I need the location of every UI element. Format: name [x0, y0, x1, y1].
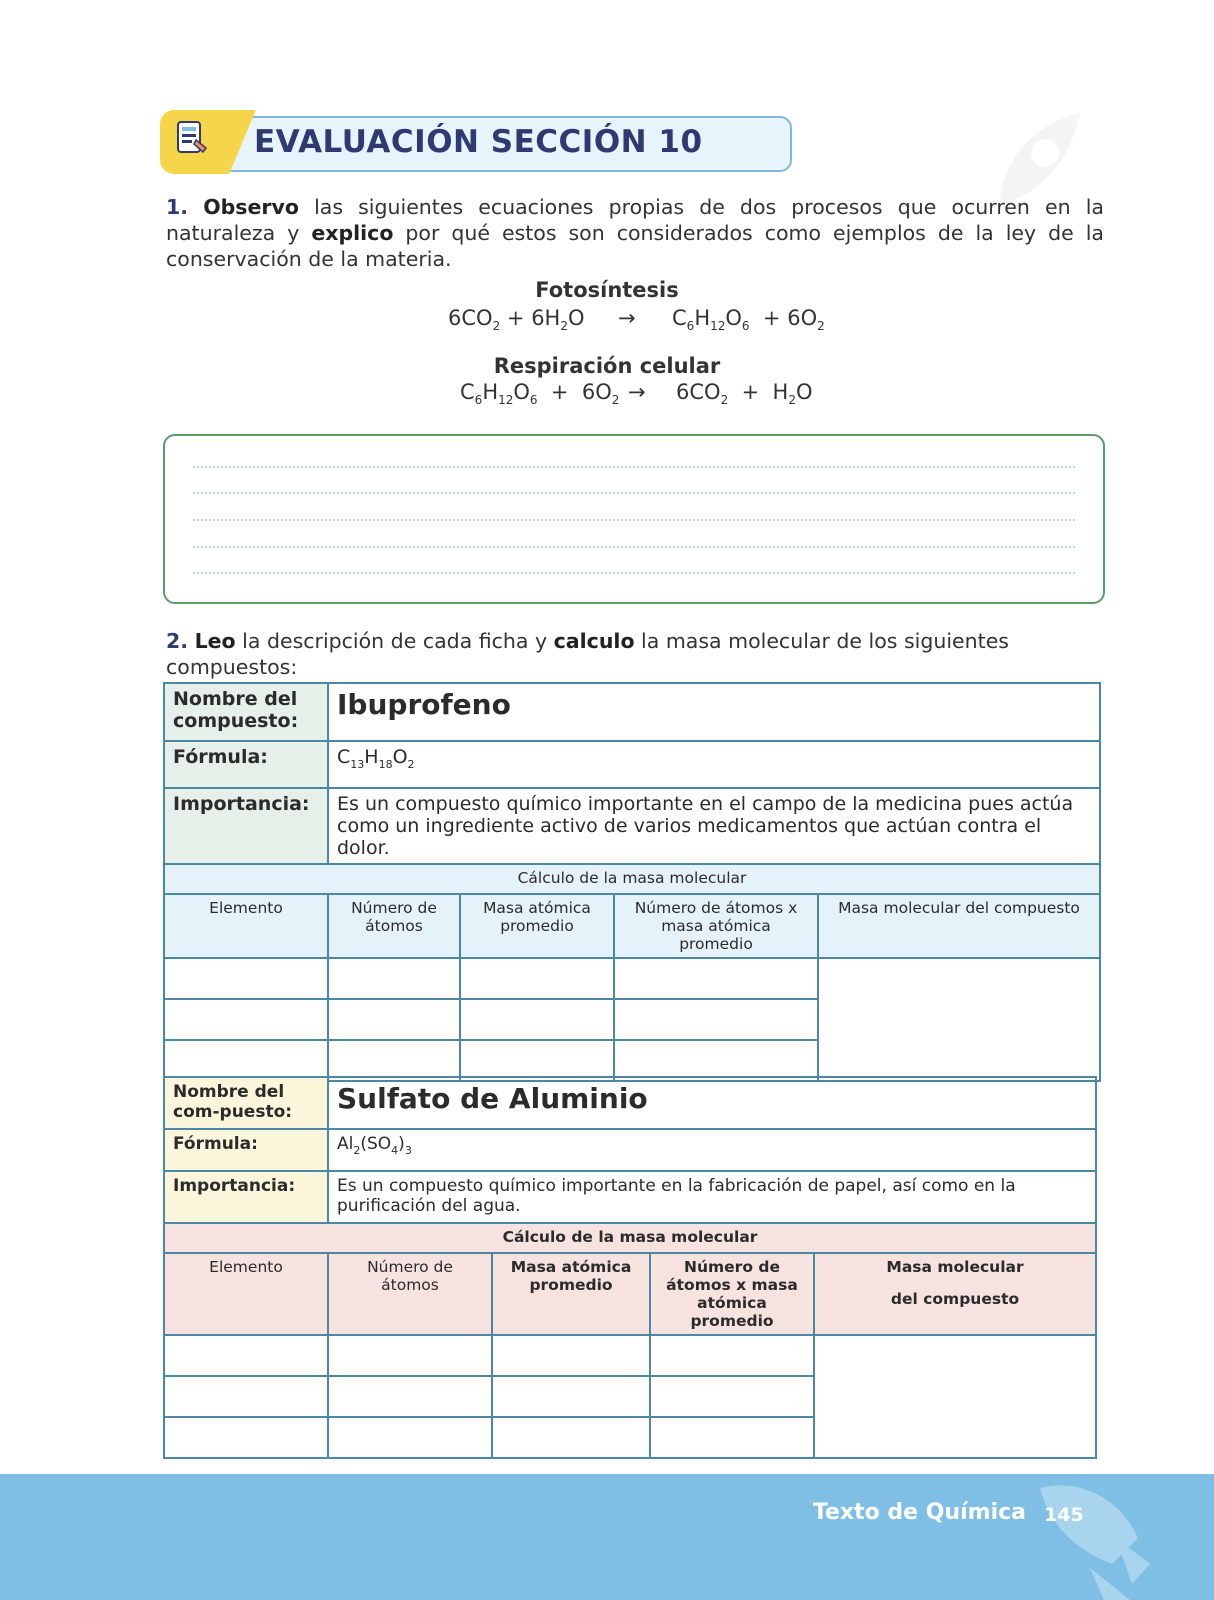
column-molecular-mass	[814, 1253, 1096, 1335]
answer-box[interactable]	[163, 434, 1105, 604]
respiration-products: $6CO_2 + H_2O$	[676, 380, 813, 407]
compound-formula: $C_{13}H_{18}O_2$	[328, 741, 1100, 788]
question-text: las siguientes ecuaciones propias de dos procesos que ocurren en la naturaleza y	[166, 195, 1104, 245]
input-cell[interactable]	[328, 999, 460, 1040]
compound-importance: Es un compuesto químico importante en el campo de la medicina pues actúa como un ingrediente activo de varios medicamentos que actúan contra el dolor.	[328, 788, 1100, 864]
photosynthesis-reactants: $6CO_2 + 6H_2O$	[448, 306, 585, 333]
compound-name-label: Nombre del compuesto:	[164, 683, 328, 741]
column-atomic-mass: Masa atómica promedio	[460, 894, 614, 958]
question-number: 1.	[166, 195, 189, 219]
input-cell[interactable]	[328, 1417, 492, 1458]
input-cell[interactable]	[328, 1335, 492, 1376]
input-cell[interactable]	[650, 1417, 814, 1458]
section-header	[160, 110, 792, 174]
input-cell[interactable]	[492, 1417, 650, 1458]
answer-line	[193, 572, 1075, 574]
photosynthesis-title: Fotosíntesis	[535, 278, 679, 302]
column-element: Elemento	[164, 894, 328, 958]
page-footer	[0, 1474, 1214, 1600]
calculation-title: Cálculo de la masa molecular	[164, 1223, 1096, 1253]
input-cell[interactable]	[328, 1040, 460, 1081]
input-cell[interactable]	[164, 1376, 328, 1417]
compound-importance: Es un compuesto químico importante en la fabricación de papel, así como en la purificación del agua.	[328, 1171, 1096, 1223]
question-verb: calculo	[553, 629, 635, 653]
photosynthesis-products: $C_6H_{12}O_6 + 6O_2$	[672, 306, 825, 333]
importance-label: Importancia:	[164, 1171, 328, 1223]
molecular-mass-cell[interactable]	[814, 1335, 1096, 1458]
rocket-icon	[1020, 1468, 1150, 1600]
importance-label: Importancia:	[164, 788, 328, 864]
question-text: la masa molecular de los siguientes compuestos:	[166, 629, 1009, 679]
input-cell[interactable]	[650, 1376, 814, 1417]
input-cell[interactable]	[328, 1376, 492, 1417]
column-molecular-mass-line1: Masa molecular	[886, 1258, 1024, 1276]
question-number: 2.	[166, 629, 189, 653]
calculation-title: Cálculo de la masa molecular	[164, 864, 1100, 894]
respiration-reactants: $C_6H_{12}O_6 + 6O_2$	[460, 380, 620, 407]
column-atoms: Número de átomos	[328, 894, 460, 958]
input-cell[interactable]	[460, 1040, 614, 1081]
column-molecular-mass-line2: del compuesto	[890, 1290, 1020, 1308]
book-title: Texto de Química	[812, 1500, 1026, 1525]
answer-line	[193, 492, 1075, 494]
compound-card-ibuprofeno	[163, 682, 1101, 1082]
compound-name: Sulfato de Aluminio	[328, 1077, 1096, 1129]
column-atoms: Número de átomos	[328, 1253, 492, 1335]
input-cell[interactable]	[460, 958, 614, 999]
input-cell[interactable]	[328, 958, 460, 999]
input-cell[interactable]	[492, 1376, 650, 1417]
input-cell[interactable]	[614, 1040, 818, 1081]
input-cell[interactable]	[614, 958, 818, 999]
input-cell[interactable]	[460, 999, 614, 1040]
question-verb: explico	[311, 221, 394, 245]
input-cell[interactable]	[492, 1335, 650, 1376]
input-cell[interactable]	[650, 1335, 814, 1376]
tablet-evaluation-icon	[172, 118, 212, 158]
page-title: EVALUACIÓN SECCIÓN 10	[254, 124, 703, 160]
input-cell[interactable]	[614, 999, 818, 1040]
compound-name: Ibuprofeno	[328, 683, 1100, 741]
question-2	[166, 628, 1104, 680]
question-verb: Observo	[203, 195, 299, 219]
question-text: la descripción de cada ficha y	[235, 629, 554, 653]
column-element: Elemento	[164, 1253, 328, 1335]
input-cell[interactable]	[164, 1040, 328, 1081]
question-verb: Leo	[194, 629, 236, 653]
page-number: 145	[1044, 1504, 1084, 1526]
compound-name-label: Nombre del com-puesto:	[164, 1077, 328, 1129]
column-molecular-mass: Masa molecular del compuesto	[818, 894, 1100, 958]
answer-line	[193, 466, 1075, 468]
formula-label: Fórmula:	[164, 741, 328, 788]
question-text: por qué estos son considerados como ejemplos de la ley de la conservación de la materia.	[166, 221, 1104, 271]
input-cell[interactable]	[164, 1417, 328, 1458]
answer-line	[193, 519, 1075, 521]
question-1	[166, 194, 1104, 272]
respiration-title: Respiración celular	[493, 354, 721, 378]
input-cell[interactable]	[164, 1335, 328, 1376]
formula-label: Fórmula:	[164, 1129, 328, 1171]
answer-line	[193, 546, 1075, 548]
input-cell[interactable]	[164, 999, 328, 1040]
input-cell[interactable]	[164, 958, 328, 999]
compound-card-sulfato-de-aluminio	[163, 1076, 1097, 1459]
column-atomic-mass: Masa atómica promedio	[492, 1253, 650, 1335]
column-product: Número de átomos x masa atómica promedio	[614, 894, 818, 958]
compound-formula: $Al_2(SO_4)_3$	[328, 1129, 1096, 1171]
respiration-arrow: →	[628, 380, 646, 404]
column-product: Número de átomos x masa atómica promedio	[650, 1253, 814, 1335]
molecular-mass-cell[interactable]	[818, 958, 1100, 1081]
photosynthesis-arrow: →	[618, 306, 636, 330]
